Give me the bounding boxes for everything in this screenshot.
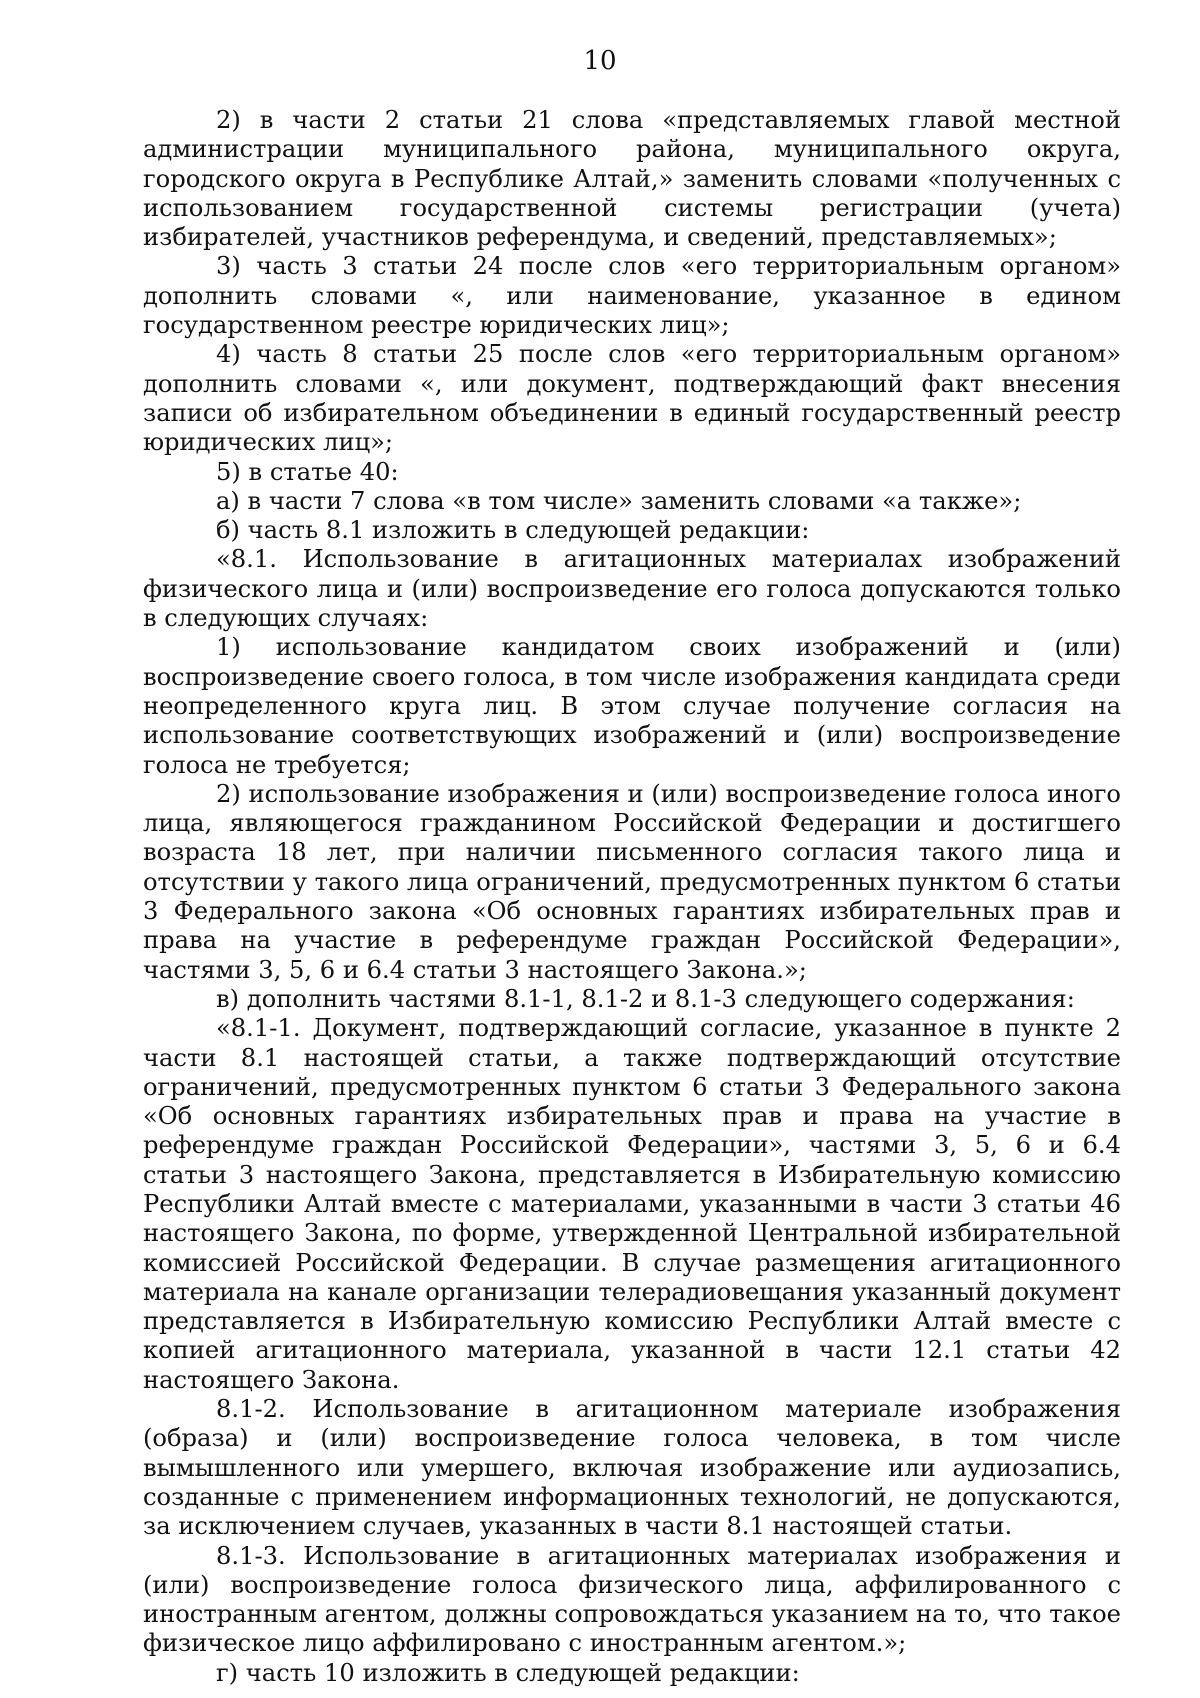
paragraph-part-8-1-1: «8.1-1. Документ, подтверждающий согласие, указанное в пункте 2 части 8.1 настоящей статьи, а также подтверждающий отсутствие ограничений, предусмотренных пунктом 6 статьи 3 Федерального закона «Об основных гарантиях избирательных прав и права на участие в референдуме граждан Российской Федерации», частями 3, 5, 6 и 6.4 статьи 3 настоящего Закона, представляется в Избирательную комиссию Республики Алтай вместе с материалами, указанными в части 3 статьи 46 настоящего Закона, по форме, утвержденной Центральной избирательной комиссией Российской Федерации. В случае размещения агитационного материала на канале организации телерадиовещания указанный документ представляется в Избирательную комиссию Республики Алтай вместе с копией агитационного материала, указанной в части 12.1 статьи 42 настоящего Закона.	[143, 1014, 1121, 1394]
paragraph-part-8-1: «8.1. Использование в агитационных материалах изображений физического лица и (или) воспроизведение его голоса допускаются только в следующих случаях:	[143, 545, 1121, 633]
document-body	[143, 106, 1121, 1688]
paragraph-part-8-1-3: 8.1-3. Использование в агитационных материалах изображения и (или) воспроизведение голоса физического лица, аффилированного с иностранным агентом, должны сопровождаться указанием на то, что такое физическое лицо аффилировано с иностранным агентом.»;	[143, 1541, 1121, 1658]
paragraph-subitem-v: в) дополнить частями 8.1-1, 8.1-2 и 8.1-3 следующего содержания:	[216, 984, 1075, 1013]
page-number: 10	[583, 46, 617, 76]
paragraph-item-5: 5) в статье 40:	[216, 457, 399, 486]
paragraph-subitem-g: г) часть 10 изложить в следующей редакции:	[216, 1658, 800, 1687]
paragraph-item-2: 2) в части 2 статьи 21 слова «представляемых главой местной администрации муниципального района, муниципального округа, городского округа в Республике Алтай,» заменить словами «полученных с использованием государственной системы регистрации (учета) избирателей, участников референдума, и сведений, представляемых»;	[143, 106, 1121, 252]
paragraph-subitem-a: а) в части 7 слова «в том числе» заменить словами «а также»;	[216, 486, 1022, 515]
paragraph-part-8-1-point-1: 1) использование кандидатом своих изображений и (или) воспроизведение своего голоса, в том числе изображения кандидата среди неопределенного круга лиц. В этом случае получение согласия на использование соответствующих изображений и (или) воспроизведение голоса не требуется;	[143, 633, 1121, 779]
paragraph-part-8-1-2: 8.1-2. Использование в агитационном материале изображения (образа) и (или) воспроизведение голоса человека, в том числе вымышленного или умершего, включая изображение или аудиозапись, созданные с применением информационных технологий, не допускаются, за исключением случаев, указанных в части 8.1 настоящей статьи.	[143, 1395, 1121, 1541]
paragraph-subitem-b: б) часть 8.1 изложить в следующей редакции:	[216, 516, 810, 545]
paragraph-part-8-1-point-2: 2) использование изображения и (или) воспроизведение голоса иного лица, являющегося гражданином Российской Федерации и достигшего возраста 18 лет, при наличии письменного согласия такого лица и отсутствии у такого лица ограничений, предусмотренных пунктом 6 статьи 3 Федерального закона «Об основных гарантиях избирательных прав и права на участие в референдуме граждан Российской Федерации», частями 3, 5, 6 и 6.4 статьи 3 настоящего Закона.»;	[143, 779, 1121, 984]
paragraph-item-3: 3) часть 3 статьи 24 после слов «его территориальным органом» дополнить словами «, или наименование, указанное в едином государственном реестре юридических лиц»;	[143, 252, 1121, 340]
paragraph-item-4: 4) часть 8 статьи 25 после слов «его территориальным органом» дополнить словами «, или документ, подтверждающий факт внесения записи об избирательном объединении в единый государственный реестр юридических лиц»;	[143, 340, 1121, 457]
